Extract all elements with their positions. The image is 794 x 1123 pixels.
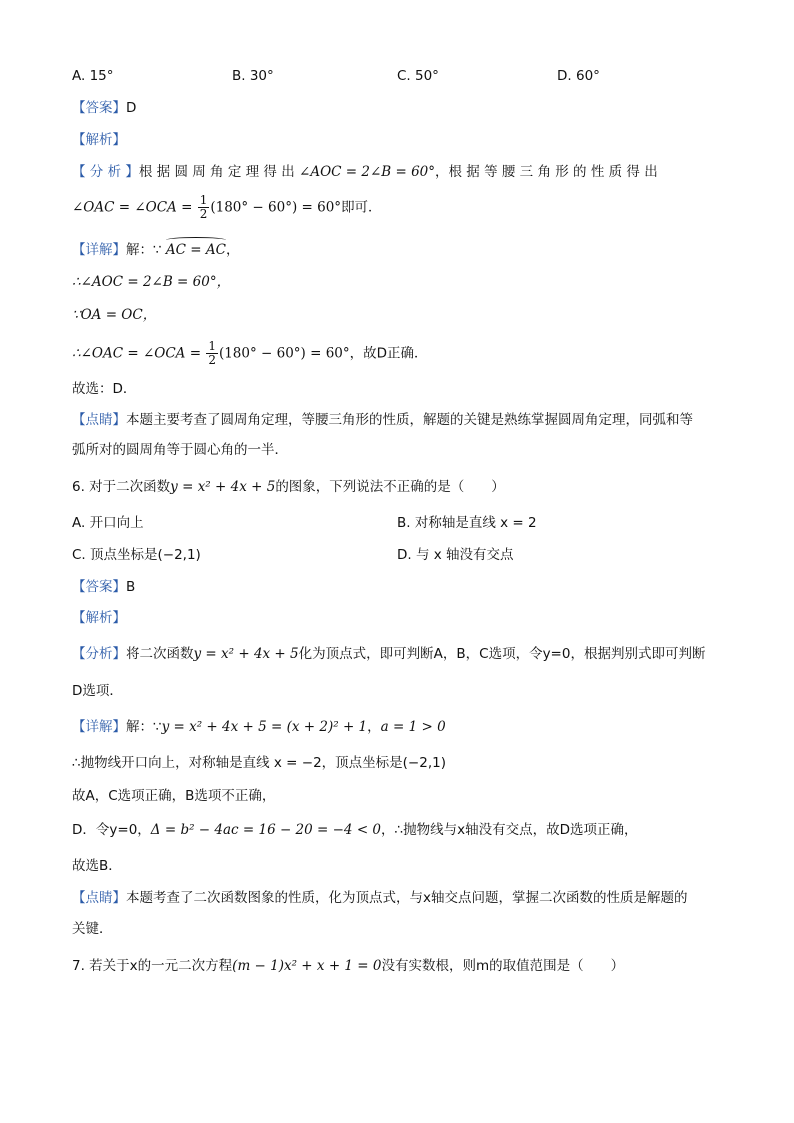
- answer-tag: 【答案】: [72, 100, 126, 116]
- q5-analysis-tag: [72, 130, 734, 150]
- comment-text: 本题主要考查了圆周角定理，等腰三角形的性质，解题的关键是熟练掌握圆周角定理，同弧和等: [126, 412, 693, 428]
- analysis-tag: 【解析】: [72, 132, 126, 148]
- q5-comment-line1: [72, 410, 734, 430]
- analysis-tag: 【解析】: [72, 610, 126, 626]
- detail-tag: 【详解】: [72, 719, 126, 735]
- q5-option-b: B. 30°: [232, 68, 274, 84]
- detail-text: 解：∵: [126, 242, 162, 258]
- fenxi-tag: 【 分 析 】: [72, 164, 139, 180]
- q6-detail-line3: 故A，C选项正确，B选项不正确，: [72, 788, 276, 804]
- detail-text: 解：∵: [126, 719, 162, 735]
- q6-stem-text: 6. 对于二次函数: [72, 479, 171, 495]
- q7-stem-text: 没有实数根，则m的取值范围是（ ）: [381, 958, 625, 974]
- q5-choose: 故选：D．: [72, 381, 137, 397]
- q5-fenxi-line2: [72, 194, 734, 221]
- detail-math: ∴∠OAC = ∠OCA =: [72, 345, 202, 362]
- comment-tag: 【点睛】: [72, 890, 126, 906]
- q6-fenxi-line1: [72, 644, 734, 664]
- q7-stem-text: 7. 若关于x的一元二次方程: [72, 958, 233, 974]
- arc-equality: AC = AC: [165, 242, 226, 258]
- q6-option-a: A. 开口向上: [72, 515, 144, 531]
- comment-text: 本题考查了二次函数图象的性质，化为顶点式，与x轴交点问题，掌握二次函数的性质是解题的: [126, 890, 688, 906]
- q6-detail-line4: [72, 820, 734, 840]
- fenxi-math: (180° − 60°) = 60°: [210, 199, 342, 216]
- fenxi-text: 将二次函数: [126, 646, 194, 662]
- q6-comment-line1: [72, 888, 734, 908]
- fenxi-math: ∠AOC = 2∠B = 60°: [299, 164, 436, 180]
- fraction: $\frac{1}{2}$: [199, 193, 208, 221]
- detail-text: ，: [225, 242, 240, 258]
- detail-math: (180° − 60°) = 60°: [218, 345, 350, 362]
- q5-option-d: D. 60°: [557, 68, 600, 84]
- q6-answer: [72, 577, 734, 597]
- q6-option-c: C. 顶点坐标是(−2,1): [72, 547, 201, 563]
- q5-detail-line4: [72, 340, 734, 367]
- q5-fenxi-line1: [72, 162, 734, 182]
- detail-tag: 【详解】: [72, 242, 126, 258]
- comment-tag: 【点睛】: [72, 412, 126, 428]
- q5-option-a: A. 15°: [72, 68, 114, 84]
- fenxi-tag: 【分析】: [72, 646, 126, 662]
- detail-math: a = 1 > 0: [380, 719, 446, 735]
- q6-stem: [72, 477, 734, 497]
- fenxi-text: 即可．: [341, 199, 382, 216]
- q6-choose: 故选B．: [72, 858, 122, 874]
- q7-stem: [72, 956, 734, 976]
- fenxi-math: y = x² + 4x + 5: [193, 646, 299, 662]
- q5-option-c: C. 50°: [397, 68, 439, 84]
- q6-fenxi-line2: D选项．: [72, 683, 123, 699]
- answer-value: B: [126, 579, 136, 595]
- q5-detail-line3: ∵OA = OC，: [72, 307, 157, 323]
- fenxi-text: 根 据 圆 周 角 定 理 得 出: [138, 164, 295, 180]
- fenxi-math: ∠OAC = ∠OCA =: [72, 199, 193, 216]
- detail-text: ，∴抛物线与x轴没有交点，故D选项正确，: [381, 822, 638, 838]
- answer-tag: 【答案】: [72, 579, 126, 595]
- fenxi-text: ，根 据 等 腰 三 角 形 的 性 质 得 出: [435, 164, 658, 180]
- q6-detail-line1: [72, 717, 734, 737]
- q5-detail-line2: ∴∠AOC = 2∠B = 60°，: [72, 274, 231, 290]
- q6-option-b: B. 对称轴是直线 x = 2: [397, 515, 537, 531]
- q5-detail-line1: [72, 240, 734, 260]
- q7-stem-math: (m − 1)x² + x + 1 = 0: [232, 958, 382, 974]
- q6-detail-line2: ∴抛物线开口向上，对称轴是直线 x = −2，顶点坐标是(−2,1): [72, 755, 446, 771]
- q6-stem-math: y = x² + 4x + 5: [170, 479, 276, 495]
- q6-option-d: D. 与 x 轴没有交点: [397, 547, 514, 563]
- detail-math: y = x² + 4x + 5 = (x + 2)² + 1: [161, 719, 368, 735]
- detail-text: ，故D正确．: [349, 345, 428, 362]
- q6-analysis-tag: [72, 608, 734, 628]
- q6-stem-text: 的图象，下列说法不正确的是（ ）: [275, 479, 505, 495]
- detail-text: D．令y=0，: [72, 822, 151, 838]
- fenxi-text: 化为顶点式，即可判断A，B，C选项，令y=0，根据判别式即可判断: [298, 646, 706, 662]
- q6-comment-line2: 关键．: [72, 921, 113, 937]
- fraction: $\frac{1}{2}$: [208, 339, 216, 367]
- detail-text: ，: [367, 719, 381, 735]
- answer-value: D: [126, 100, 137, 116]
- q5-comment-line2: 弧所对的圆周角等于圆心角的一半．: [72, 442, 288, 458]
- q5-answer: [72, 98, 734, 118]
- detail-math: Δ = b² − 4ac = 16 − 20 = −4 < 0: [150, 822, 382, 838]
